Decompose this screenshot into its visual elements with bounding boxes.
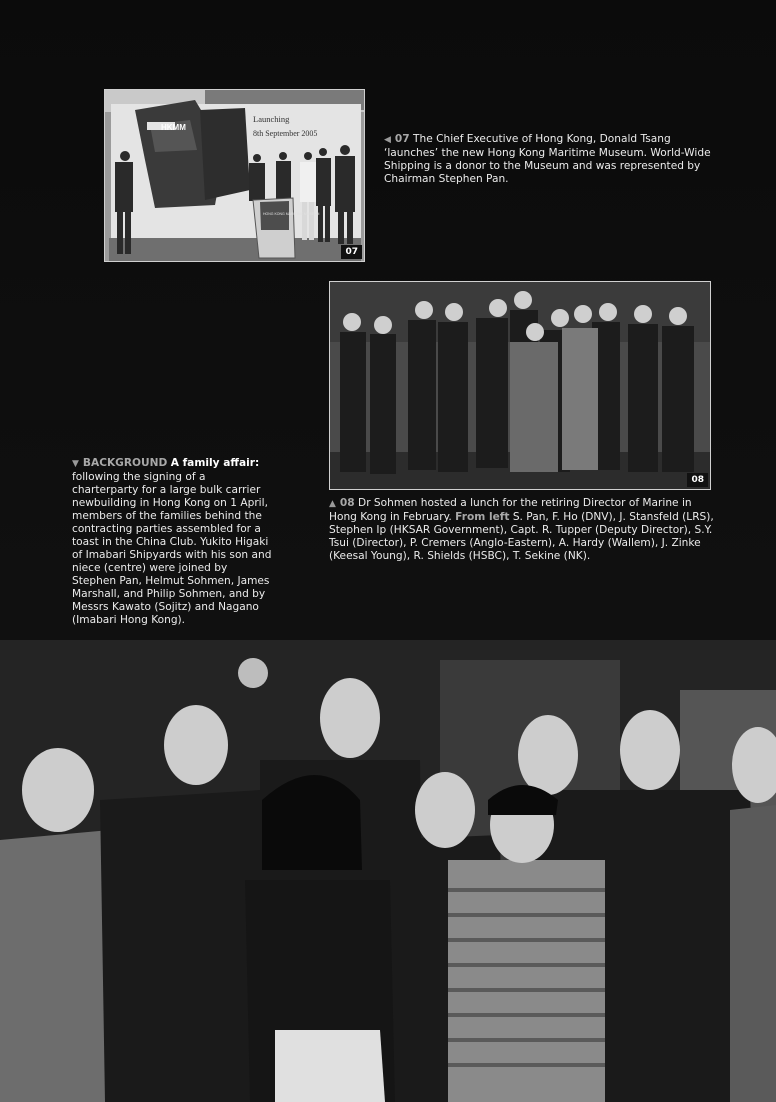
photo-number-08: 08 <box>687 473 708 487</box>
caption-08 <box>329 497 719 563</box>
podium-text: HONG KONG MARITIME MUSEUM <box>263 212 320 216</box>
photo-museum-launch <box>104 89 365 262</box>
photo-number-07: 07 <box>341 245 362 259</box>
photo-marine-lunch <box>329 281 711 490</box>
caption-07 <box>384 133 714 186</box>
caption-background <box>72 457 272 627</box>
caption-07-number: 07 <box>394 133 410 145</box>
caption-background-title: A family affair: <box>170 457 260 469</box>
photo-family-affair <box>0 640 776 1102</box>
banner-line1: Launching <box>253 114 290 124</box>
lunch-group-scene <box>330 282 710 489</box>
ship-logo-text: HKMM <box>161 123 186 132</box>
caption-08-text-before: Dr Sohmen hosted a lunch for the retiring Director of Marine in Hong Kong in February. <box>329 497 692 523</box>
caption-background-label: BACKGROUND <box>82 457 168 469</box>
launch-scene <box>105 90 364 261</box>
caption-background-text: following the signing of a charterparty for a large bulk carrier newbuilding in Hong Kong on 1 April, members of the families behind the contracting parties assembled for a toast in the China Club. Yukito Higaki of Imabari Shipyards with his son and niece (centre) were joined by Stephen Pan, Helmut Sohmen, James Marshall, and Philip Sohmen, and by Messrs Kawato (Sojitz) and Nagano (Imabari Hong Kong). <box>72 471 272 626</box>
caption-08-number: 08 <box>339 497 355 509</box>
banner-line2: 8th September 2005 <box>253 129 318 138</box>
left-arrow-icon: ◀ <box>384 135 391 145</box>
family-group-scene <box>0 640 776 1102</box>
up-arrow-icon: ▲ <box>329 499 336 509</box>
caption-07-text: The Chief Executive of Hong Kong, Donald Tsang ‘launches’ the new Hong Kong Maritime Museum. World-Wide Shipping is a donor to the Museum and was represented by Chairman Stephen Pan. <box>384 133 711 185</box>
caption-08-from-left: From left <box>455 511 510 523</box>
down-arrow-icon: ▼ <box>72 459 79 469</box>
caption-08-text-after: S. Pan, F. Ho (DNV), J. Stansfeld (LRS), Stephen Ip (HKSAR Government), Capt. R. Tupper (Deputy Director), S.Y. Tsui (Director), P. Cremers (Anglo-Eastern), A. Hardy (Wallem), J. Zinke (Keesal Young), R. Shields (HSBC), T. Sekine (NK). <box>329 511 714 562</box>
